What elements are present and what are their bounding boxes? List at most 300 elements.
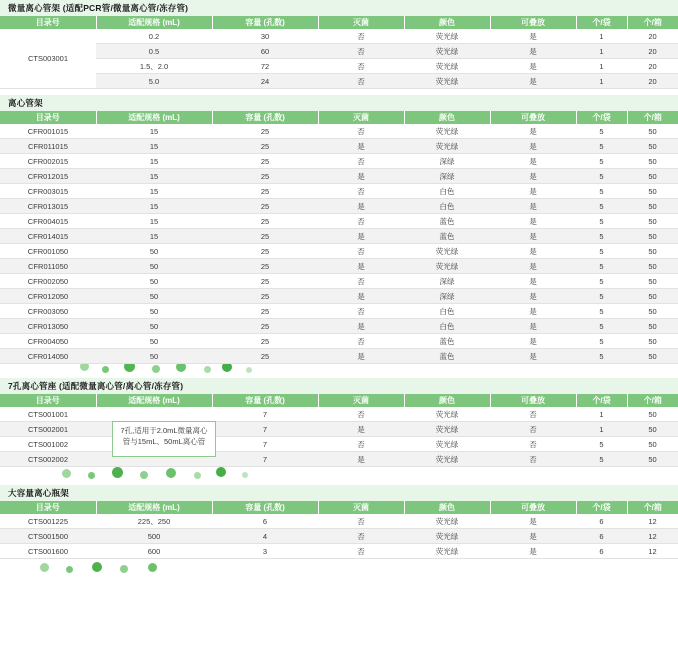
column-header-stackable: 可叠放 [490, 111, 576, 124]
cell-color: 荧光绿 [404, 544, 490, 559]
decorative-dot [120, 565, 128, 573]
cell-per-case: 50 [627, 214, 678, 229]
cell-per-bag: 5 [576, 154, 627, 169]
decorative-dots-band [0, 364, 678, 378]
cell-capacity: 6 [212, 514, 318, 529]
column-header-color: 颜色 [404, 111, 490, 124]
cell-catalog: CFR012050 [0, 289, 96, 304]
cell-color: 深绿 [404, 289, 490, 304]
cell-per-case: 50 [627, 139, 678, 154]
cell-per-bag: 1 [576, 422, 627, 437]
column-header-per-case: 个/箱 [627, 394, 678, 407]
cell-capacity: 25 [212, 184, 318, 199]
table-body [0, 124, 678, 364]
cell-spec: 50 [96, 334, 212, 349]
column-header-sterile: 灭菌 [318, 394, 404, 407]
cell-spec: 600 [96, 544, 212, 559]
cell-capacity: 3 [212, 544, 318, 559]
cell-sterile: 否 [318, 544, 404, 559]
cell-color: 荧光绿 [404, 44, 490, 59]
cell-sterile: 否 [318, 274, 404, 289]
cell-color: 荧光绿 [404, 59, 490, 74]
table-body [0, 29, 678, 89]
cell-per-case: 50 [627, 154, 678, 169]
cell-spec: 50 [96, 289, 212, 304]
cell-stackable: 是 [490, 289, 576, 304]
cell-color: 荧光绿 [404, 529, 490, 544]
cell-sterile: 否 [318, 437, 404, 452]
cell-spec: 225、250 [96, 514, 212, 529]
table-row [0, 452, 678, 467]
cell-color: 荧光绿 [404, 514, 490, 529]
column-header-capacity: 容量 (孔数) [212, 111, 318, 124]
decorative-dot [246, 367, 252, 373]
cell-stackable: 是 [490, 229, 576, 244]
table-row [0, 319, 678, 334]
cell-catalog: CFR011050 [0, 259, 96, 274]
cell-capacity: 25 [212, 139, 318, 154]
cell-per-case: 50 [627, 304, 678, 319]
section-centrifuge-tube-rack [0, 95, 678, 364]
cell-stackable: 是 [490, 184, 576, 199]
cell-per-bag: 5 [576, 334, 627, 349]
cell-per-bag: 1 [576, 44, 627, 59]
cell-catalog: CTS001001 [0, 407, 96, 422]
cell-color: 荧光绿 [404, 244, 490, 259]
cell-color: 蓝色 [404, 229, 490, 244]
cell-sterile: 是 [318, 229, 404, 244]
decorative-dot [222, 364, 232, 372]
cell-per-case: 50 [627, 422, 678, 437]
cell-per-case: 50 [627, 289, 678, 304]
cell-stackable: 是 [490, 139, 576, 154]
cell-sterile: 是 [318, 422, 404, 437]
table-row [0, 124, 678, 139]
table-row [0, 514, 678, 529]
cell-color: 蓝色 [404, 214, 490, 229]
cell-per-bag: 6 [576, 529, 627, 544]
cell-per-case: 50 [627, 334, 678, 349]
column-header-stackable: 可叠放 [490, 501, 576, 514]
cell-color: 白色 [404, 304, 490, 319]
cell-per-case: 12 [627, 529, 678, 544]
column-header-per-bag: 个/袋 [576, 394, 627, 407]
cell-per-case: 50 [627, 184, 678, 199]
spec-table [0, 394, 678, 467]
spec-note-callout: 7孔,适用于2.0mL微量离心管与15mL、50mL离心管 [112, 421, 216, 457]
decorative-dot [176, 364, 186, 372]
table-row [0, 44, 678, 59]
table-row [0, 349, 678, 364]
cell-capacity: 25 [212, 319, 318, 334]
column-header-per-bag: 个/袋 [576, 501, 627, 514]
cell-per-case: 50 [627, 274, 678, 289]
cell-per-bag: 5 [576, 139, 627, 154]
decorative-dot [40, 563, 49, 572]
cell-per-bag: 5 [576, 452, 627, 467]
cell-spec: 50 [96, 274, 212, 289]
cell-catalog: CTS001500 [0, 529, 96, 544]
cell-color: 荧光绿 [404, 422, 490, 437]
cell-stackable: 是 [490, 124, 576, 139]
cell-capacity: 25 [212, 199, 318, 214]
cell-capacity: 25 [212, 124, 318, 139]
cell-catalog: CFR013050 [0, 319, 96, 334]
cell-capacity: 25 [212, 229, 318, 244]
decorative-dot [166, 468, 176, 478]
cell-per-bag: 1 [576, 407, 627, 422]
cell-catalog: CTS001225 [0, 514, 96, 529]
table-row [0, 154, 678, 169]
spec-table [0, 501, 678, 559]
cell-stackable: 否 [490, 452, 576, 467]
cell-color: 白色 [404, 184, 490, 199]
cell-stackable: 是 [490, 319, 576, 334]
cell-stackable: 是 [490, 154, 576, 169]
cell-spec: 50 [96, 259, 212, 274]
cell-per-case: 20 [627, 74, 678, 89]
cell-capacity: 60 [212, 44, 318, 59]
cell-spec: 15 [96, 154, 212, 169]
cell-per-bag: 5 [576, 349, 627, 364]
decorative-dot [102, 366, 109, 373]
cell-capacity: 25 [212, 274, 318, 289]
cell-stackable: 是 [490, 274, 576, 289]
cell-capacity: 4 [212, 529, 318, 544]
cell-capacity: 25 [212, 169, 318, 184]
cell-catalog: CFR001050 [0, 244, 96, 259]
cell-sterile: 否 [318, 304, 404, 319]
cell-sterile: 否 [318, 514, 404, 529]
cell-stackable: 是 [490, 44, 576, 59]
column-header-per-case: 个/箱 [627, 111, 678, 124]
table-row [0, 304, 678, 319]
decorative-dots-band [0, 559, 678, 573]
section-large-volume-bottle-rack [0, 485, 678, 559]
column-header-spec: 适配规格 (mL) [96, 111, 212, 124]
cell-per-bag: 5 [576, 289, 627, 304]
cell-stackable: 是 [490, 529, 576, 544]
cell-spec: 15 [96, 229, 212, 244]
cell-sterile: 否 [318, 214, 404, 229]
column-header-per-bag: 个/袋 [576, 111, 627, 124]
cell-sterile: 否 [318, 44, 404, 59]
column-header-catalog: 目录号 [0, 501, 96, 514]
cell-stackable: 是 [490, 214, 576, 229]
cell-catalog: CFR004050 [0, 334, 96, 349]
cell-capacity: 24 [212, 74, 318, 89]
cell-per-bag: 6 [576, 544, 627, 559]
decorative-dot [92, 562, 102, 572]
decorative-dot [140, 471, 148, 479]
cell-sterile: 是 [318, 452, 404, 467]
cell-stackable: 否 [490, 437, 576, 452]
cell-capacity: 25 [212, 214, 318, 229]
cell-sterile: 否 [318, 74, 404, 89]
column-header-spec: 适配规格 (mL) [96, 394, 212, 407]
cell-color: 蓝色 [404, 334, 490, 349]
cell-capacity: 7 [212, 407, 318, 422]
cell-stackable: 是 [490, 349, 576, 364]
cell-color: 荧光绿 [404, 259, 490, 274]
column-header-stackable: 可叠放 [490, 16, 576, 29]
cell-catalog: CFR012015 [0, 169, 96, 184]
cell-per-case: 50 [627, 199, 678, 214]
cell-catalog: CFR014050 [0, 349, 96, 364]
table-header [0, 16, 678, 29]
table-header-row [0, 394, 678, 407]
cell-sterile: 否 [318, 154, 404, 169]
cell-capacity: 25 [212, 349, 318, 364]
table-row [0, 274, 678, 289]
column-header-sterile: 灭菌 [318, 111, 404, 124]
cell-catalog: CFR003050 [0, 304, 96, 319]
cell-stackable: 否 [490, 407, 576, 422]
cell-spec: 15 [96, 214, 212, 229]
table-header [0, 111, 678, 124]
cell-catalog: CTS001600 [0, 544, 96, 559]
decorative-dot [66, 566, 73, 573]
cell-spec: 5.0 [96, 74, 212, 89]
table-row [0, 289, 678, 304]
table-row [0, 229, 678, 244]
cell-stackable: 是 [490, 29, 576, 44]
cell-capacity: 25 [212, 334, 318, 349]
cell-spec: 500 [96, 529, 212, 544]
decorative-dot [194, 472, 201, 479]
cell-per-bag: 1 [576, 29, 627, 44]
cell-color: 深绿 [404, 154, 490, 169]
cell-capacity: 7 [212, 422, 318, 437]
cell-spec: 15 [96, 184, 212, 199]
column-header-per-bag: 个/袋 [576, 16, 627, 29]
cell-per-case: 50 [627, 229, 678, 244]
cell-sterile: 否 [318, 59, 404, 74]
table-row [0, 422, 678, 437]
decorative-dot [242, 472, 248, 478]
cell-capacity: 25 [212, 154, 318, 169]
table-header-row [0, 501, 678, 514]
cell-color: 荧光绿 [404, 29, 490, 44]
cell-per-bag: 5 [576, 214, 627, 229]
cell-per-case: 50 [627, 407, 678, 422]
cell-catalog: CTS002002 [0, 452, 96, 467]
cell-capacity: 25 [212, 304, 318, 319]
section-title-bar [0, 95, 678, 111]
column-header-capacity: 容量 (孔数) [212, 394, 318, 407]
column-header-spec: 适配规格 (mL) [96, 16, 212, 29]
cell-sterile: 否 [318, 244, 404, 259]
cell-sterile: 是 [318, 199, 404, 214]
cell-per-bag: 5 [576, 229, 627, 244]
cell-spec: 15 [96, 124, 212, 139]
cell-capacity: 72 [212, 59, 318, 74]
table-row [0, 214, 678, 229]
cell-sterile: 是 [318, 139, 404, 154]
cell-per-bag: 5 [576, 274, 627, 289]
table-body [0, 514, 678, 559]
cell-catalog: CFR003015 [0, 184, 96, 199]
cell-stackable: 是 [490, 259, 576, 274]
cell-per-case: 12 [627, 514, 678, 529]
table-row [0, 169, 678, 184]
section-title: 离心管架 [8, 98, 43, 108]
cell-per-bag: 5 [576, 169, 627, 184]
cell-stackable: 是 [490, 514, 576, 529]
cell-stackable: 是 [490, 334, 576, 349]
cell-sterile: 否 [318, 124, 404, 139]
cell-catalog: CTS001002 [0, 437, 96, 452]
section-7-hole-tube-stand [0, 378, 678, 467]
table-row [0, 529, 678, 544]
decorative-dots-band [0, 467, 678, 485]
cell-sterile: 否 [318, 529, 404, 544]
table-row [0, 437, 678, 452]
column-header-catalog: 目录号 [0, 394, 96, 407]
cell-per-bag: 5 [576, 199, 627, 214]
section-title: 大容量离心瓶架 [8, 488, 69, 498]
table-header [0, 394, 678, 407]
section-title-bar [0, 485, 678, 501]
cell-sterile: 否 [318, 334, 404, 349]
cell-catalog: CFR001015 [0, 124, 96, 139]
cell-per-case: 20 [627, 44, 678, 59]
table-row [0, 29, 678, 44]
cell-per-bag: 6 [576, 514, 627, 529]
cell-color: 荧光绿 [404, 452, 490, 467]
table-row [0, 139, 678, 154]
table-row [0, 259, 678, 274]
column-header-stackable: 可叠放 [490, 394, 576, 407]
cell-capacity: 25 [212, 289, 318, 304]
column-header-spec: 适配规格 (mL) [96, 501, 212, 514]
cell-per-bag: 5 [576, 304, 627, 319]
decorative-dot [80, 364, 89, 371]
table-row [0, 244, 678, 259]
decorative-dot [112, 467, 123, 478]
section-micro-centrifuge-tube-rack [0, 0, 678, 89]
table-row [0, 334, 678, 349]
cell-sterile: 否 [318, 184, 404, 199]
cell-color: 蓝色 [404, 349, 490, 364]
table-row [0, 407, 678, 422]
column-header-capacity: 容量 (孔数) [212, 501, 318, 514]
column-header-sterile: 灭菌 [318, 16, 404, 29]
cell-per-case: 50 [627, 452, 678, 467]
decorative-dot [88, 472, 95, 479]
cell-spec: 15 [96, 199, 212, 214]
cell-capacity: 7 [212, 437, 318, 452]
cell-per-case: 20 [627, 29, 678, 44]
cell-per-case: 50 [627, 259, 678, 274]
table-header-row [0, 16, 678, 29]
column-header-sterile: 灭菌 [318, 501, 404, 514]
cell-per-case: 20 [627, 59, 678, 74]
cell-per-bag: 5 [576, 244, 627, 259]
cell-spec: 50 [96, 304, 212, 319]
cell-color: 深绿 [404, 169, 490, 184]
cell-spec: 0.5 [96, 44, 212, 59]
cell-per-case: 50 [627, 244, 678, 259]
cell-stackable: 是 [490, 199, 576, 214]
cell-spec: 50 [96, 349, 212, 364]
cell-per-case: 50 [627, 319, 678, 334]
cell-catalog: CFR002050 [0, 274, 96, 289]
cell-per-bag: 1 [576, 59, 627, 74]
cell-per-bag: 5 [576, 319, 627, 334]
cell-stackable: 是 [490, 244, 576, 259]
decorative-dot [204, 366, 211, 373]
cell-catalog: CFR002015 [0, 154, 96, 169]
section-title: 7孔离心管座 (适配微量离心管/离心管/冻存管) [8, 381, 184, 391]
table-row [0, 59, 678, 74]
cell-color: 荧光绿 [404, 124, 490, 139]
decorative-dot [152, 365, 160, 373]
column-header-per-case: 个/箱 [627, 16, 678, 29]
section-title-bar [0, 378, 678, 394]
cell-spec: 50 [96, 244, 212, 259]
spec-table [0, 16, 678, 89]
table-header-row [0, 111, 678, 124]
cell-stackable: 是 [490, 59, 576, 74]
cell-spec [96, 407, 212, 422]
table-row [0, 184, 678, 199]
cell-per-case: 50 [627, 169, 678, 184]
cell-stackable: 是 [490, 544, 576, 559]
section-title: 微量离心管架 (适配PCR管/微量离心管/冻存管) [8, 3, 189, 13]
section-title-bar [0, 0, 678, 16]
cell-color: 荧光绿 [404, 74, 490, 89]
cell-color: 荧光绿 [404, 139, 490, 154]
cell-capacity: 30 [212, 29, 318, 44]
column-header-color: 颜色 [404, 16, 490, 29]
cell-per-bag: 1 [576, 74, 627, 89]
cell-color: 荧光绿 [404, 437, 490, 452]
cell-stackable: 是 [490, 169, 576, 184]
cell-spec: 50 [96, 319, 212, 334]
decorative-dot [124, 364, 135, 372]
decorative-dot [216, 467, 226, 477]
cell-spec: 15 [96, 169, 212, 184]
cell-per-bag: 5 [576, 124, 627, 139]
table-row [0, 544, 678, 559]
cell-sterile: 是 [318, 259, 404, 274]
cell-color: 白色 [404, 199, 490, 214]
cell-stackable: 是 [490, 304, 576, 319]
spec-table [0, 111, 678, 364]
column-header-color: 颜色 [404, 501, 490, 514]
decorative-dot [148, 563, 157, 572]
cell-catalog: CFR004015 [0, 214, 96, 229]
cell-per-bag: 5 [576, 184, 627, 199]
cell-color: 荧光绿 [404, 407, 490, 422]
cell-color: 深绿 [404, 274, 490, 289]
column-header-per-case: 个/箱 [627, 501, 678, 514]
cell-catalog: CFR013015 [0, 199, 96, 214]
column-header-capacity: 容量 (孔数) [212, 16, 318, 29]
cell-stackable: 是 [490, 74, 576, 89]
cell-spec: 0.2 [96, 29, 212, 44]
cell-capacity: 25 [212, 244, 318, 259]
cell-sterile: 是 [318, 349, 404, 364]
decorative-dot [62, 469, 71, 478]
column-header-catalog: 目录号 [0, 16, 96, 29]
catalog-merged-cell: CTS003001 [0, 29, 96, 89]
column-header-catalog: 目录号 [0, 111, 96, 124]
cell-per-bag: 5 [576, 437, 627, 452]
table-body [0, 407, 678, 467]
table-header [0, 501, 678, 514]
